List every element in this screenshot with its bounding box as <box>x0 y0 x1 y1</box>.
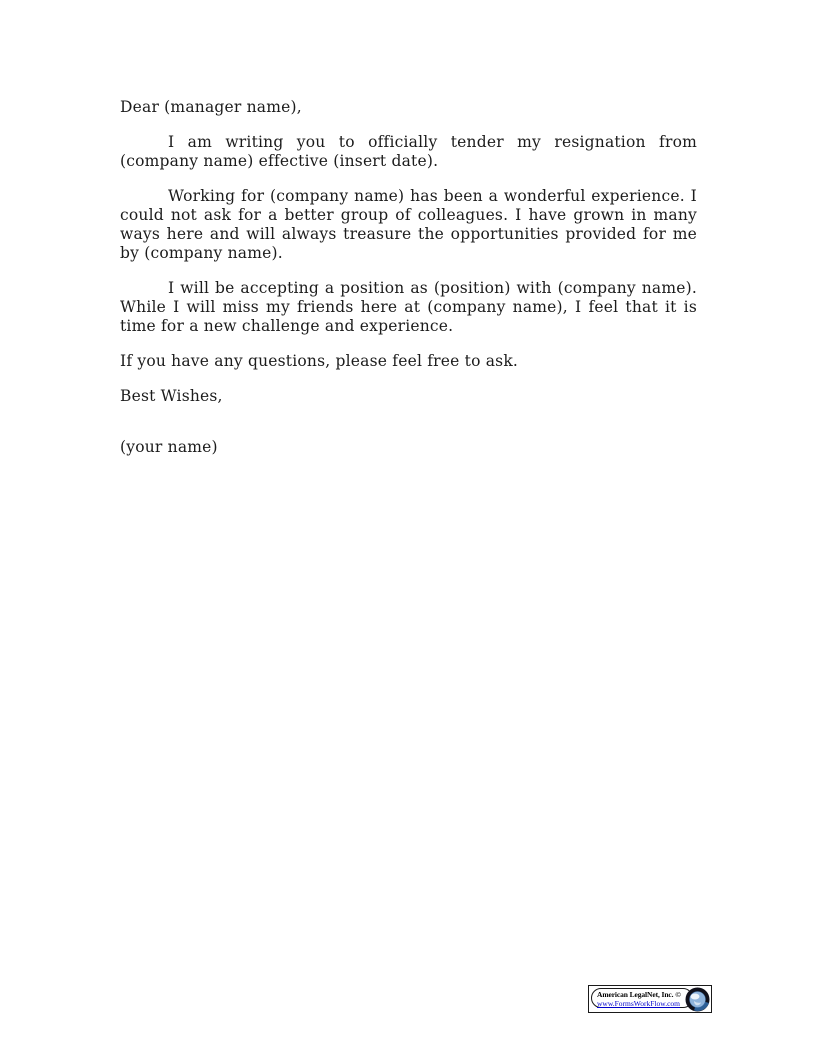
legalnet-badge-frame <box>591 988 693 1008</box>
body-paragraph-2: Working for (company name) has been a wonderful experience. I could not ask for a better group of colleagues. I have grown in many ways here and will always treasure the opportunities provided for me by (company name). <box>120 187 697 262</box>
sign-off: Best Wishes, <box>120 387 223 405</box>
salutation: Dear (manager name), <box>120 98 302 116</box>
badge-company-name: American LegalNet, Inc. © <box>597 990 681 999</box>
questions-line: If you have any questions, please feel free to ask. <box>120 352 519 370</box>
globe-icon <box>685 987 710 1012</box>
signature-placeholder: (your name) <box>120 438 218 456</box>
body-paragraph-1: I am writing you to officially tender my resignation from (company name) effective (insert date). <box>120 133 697 170</box>
letter-body <box>120 98 697 473</box>
legalnet-badge <box>588 985 712 1013</box>
badge-url-link[interactable]: www.FormsWorkFlow.com <box>597 999 681 1008</box>
body-paragraph-3: I will be accepting a position as (position) with (company name). While I will miss my friends here at (company name), I feel that it is time for a new challenge and experience. <box>120 279 697 335</box>
